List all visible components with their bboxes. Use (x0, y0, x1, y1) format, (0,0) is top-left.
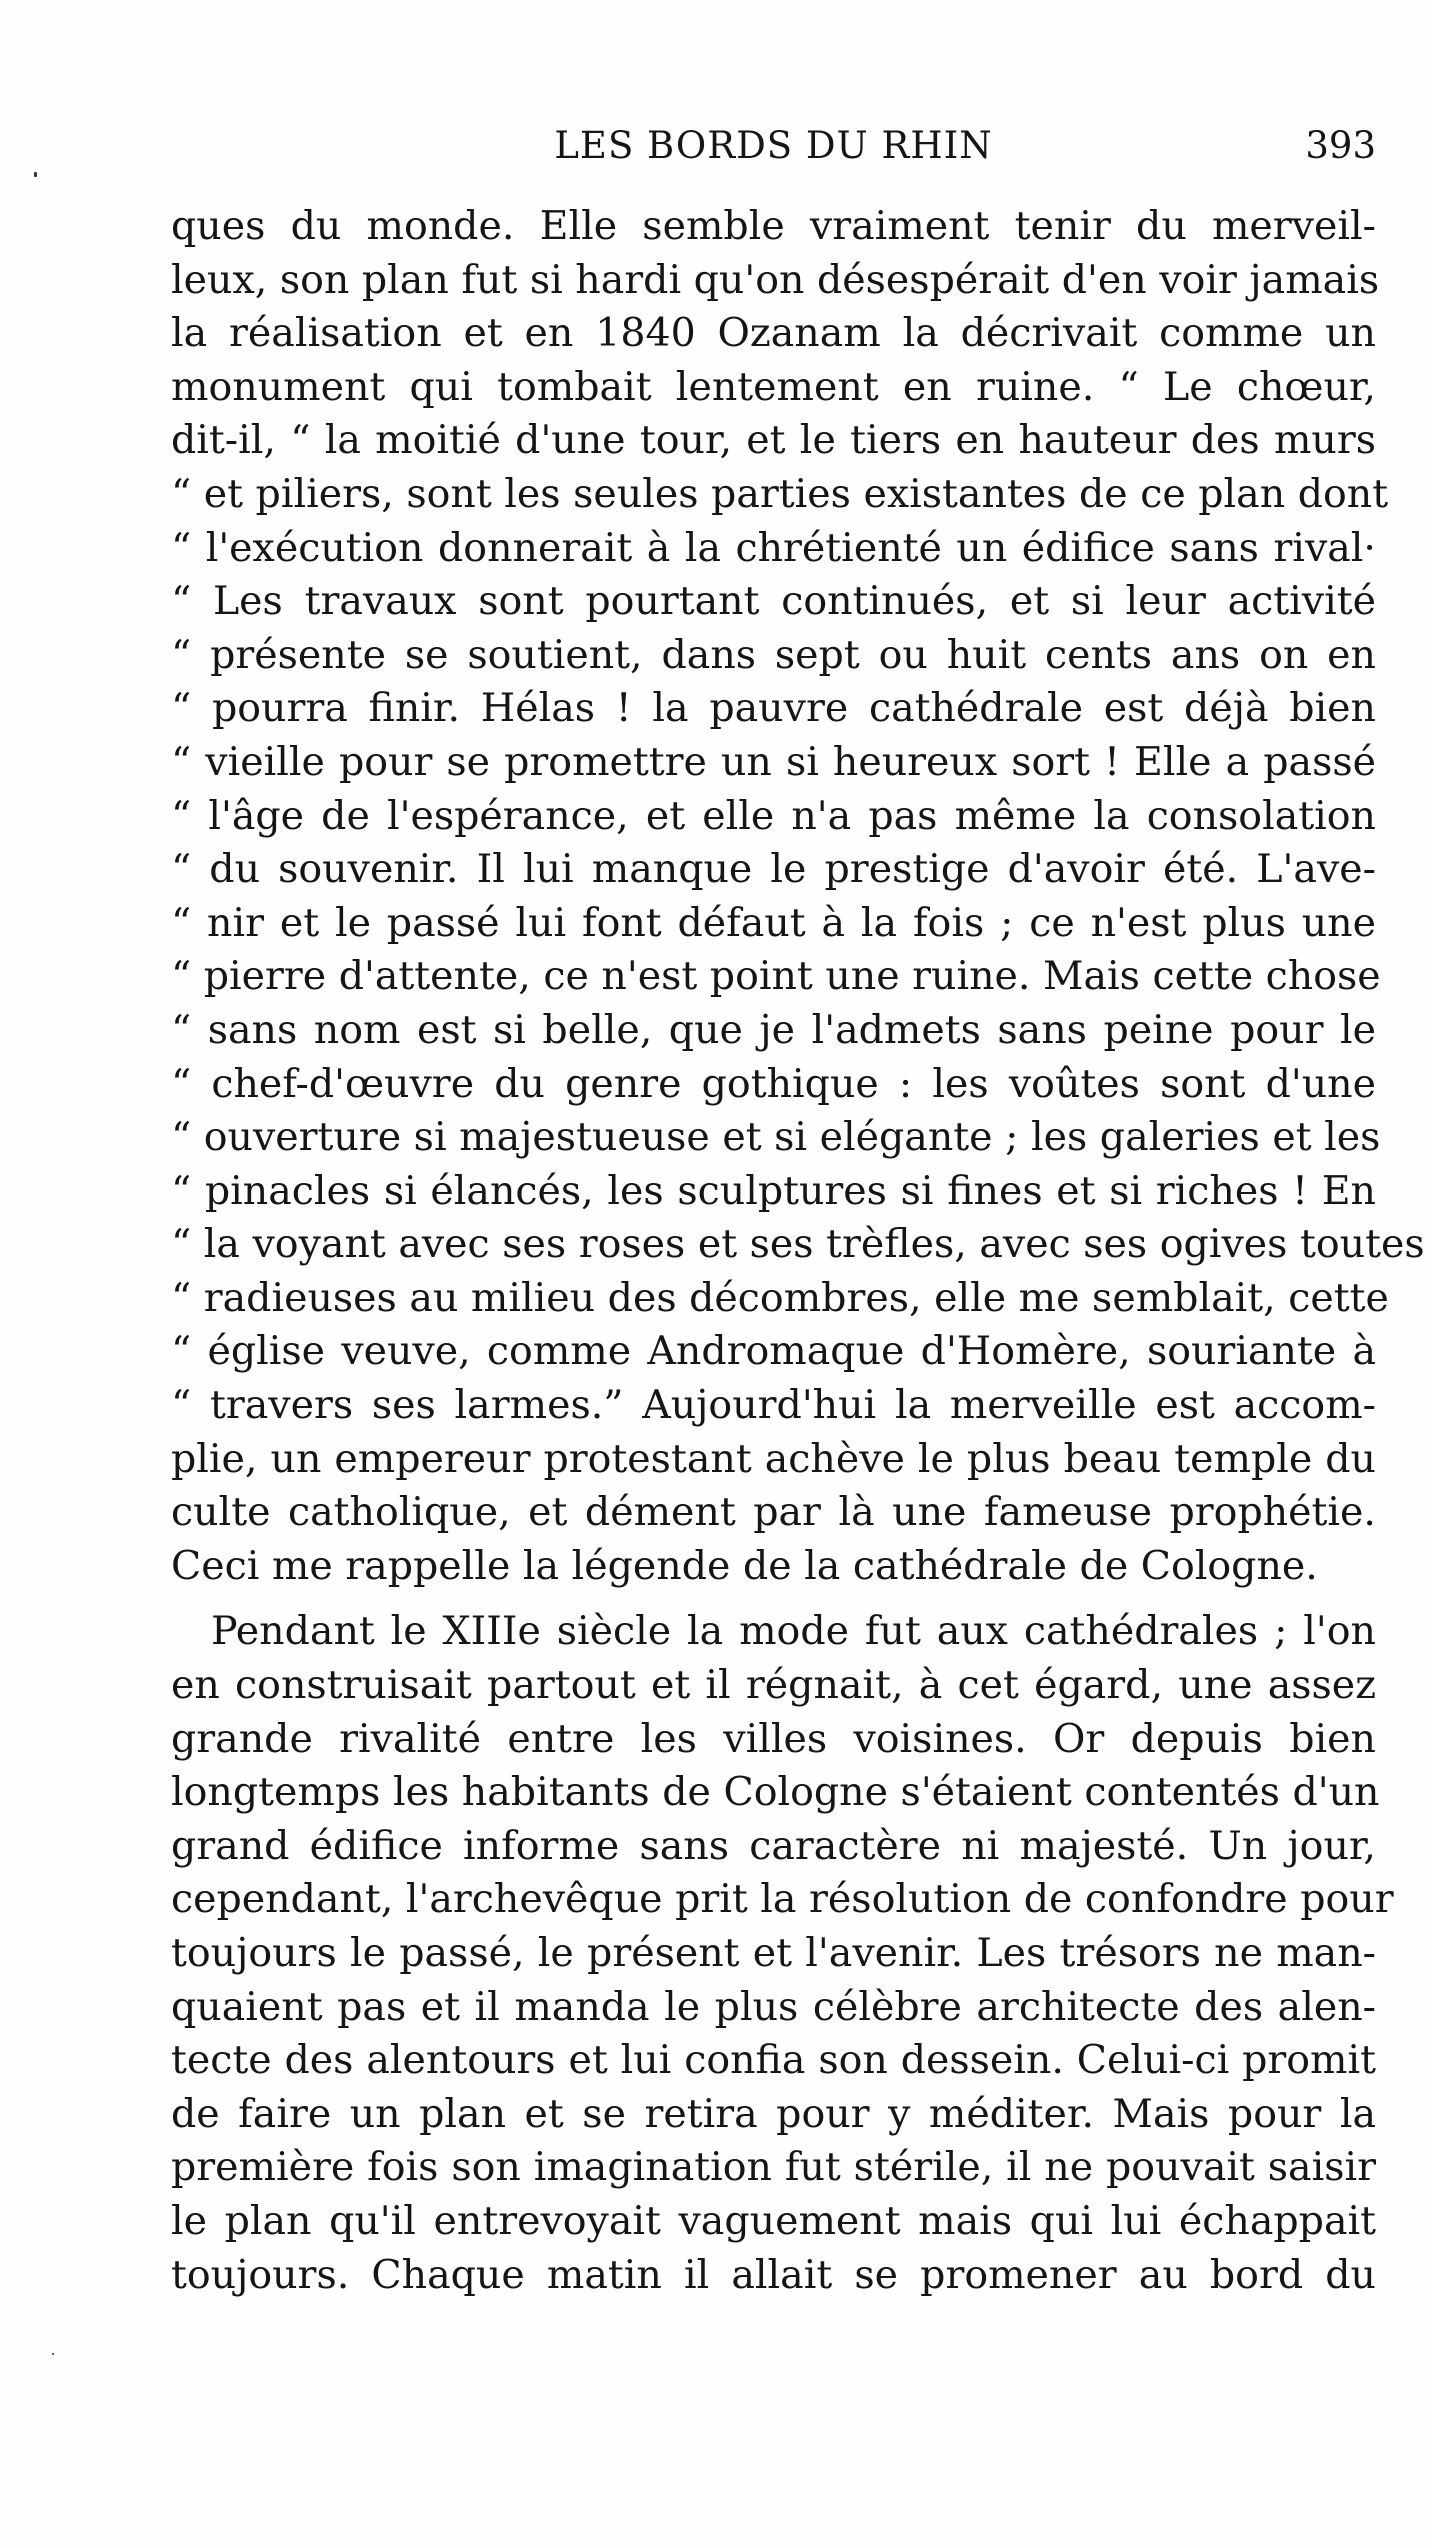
scan-speck (52, 2353, 54, 2355)
text-line: “ radieuses au milieu des décombres, elle me semblait, cette (171, 1274, 1389, 1321)
scan-speck (34, 172, 37, 177)
page-number: 393 (1305, 124, 1376, 167)
text-line: “ sans nom est si belle, que je l'admets sans peine pour le (171, 1006, 1376, 1053)
paragraph-2 (171, 1605, 1394, 2302)
text-line: “ nir et le passé lui font défaut à la fois ; ce n'est plus une (171, 899, 1376, 946)
text-line: de faire un plan et se retira pour y méditer. Mais pour la (171, 2090, 1376, 2137)
text-line: “ chef-d'œuvre du genre gothique : les voûtes sont d'une (171, 1060, 1376, 1107)
text-line: “ ouverture si majestueuse et si elégante ; les galeries et les (171, 1114, 1381, 1161)
text-line: première fois son imagination fut stérile, il ne pouvait saisir (171, 2144, 1376, 2191)
text-line: “ la voyant avec ses roses et ses trèfles, avec ses ogives toutes (171, 1221, 1425, 1268)
paragraph-1 (171, 200, 1425, 1593)
text-line: “ pourra finir. Hélas ! la pauvre cathédrale est déjà bien (171, 685, 1376, 732)
text-line: leux, son plan fut si hardi qu'on désespérait d'en voir jamais (171, 256, 1380, 303)
text-line: la réalisation et en 1840 Ozanam la décrivait comme un (171, 310, 1376, 357)
text-line: grande rivalité entre les villes voisines. Or depuis bien (171, 1715, 1376, 1762)
text-line: cependant, l'archevêque prit la résolution de confondre pour (171, 1876, 1394, 1923)
text-line: “ et piliers, sont les seules parties existantes de ce plan dont (171, 470, 1389, 517)
text-line: grand édifice informe sans caractère ni majesté. Un jour, (171, 1822, 1376, 1869)
text-line: plie, un empereur protestant achève le plus beau temple du (171, 1435, 1376, 1482)
text-line: “ Les travaux sont pourtant continués, et si leur activité (171, 578, 1376, 625)
text-line: monument qui tombait lentement en ruine. “ Le chœur, (171, 363, 1376, 410)
text-line: en construisait partout et il régnait, à cet égard, une assez (171, 1662, 1376, 1709)
text-line: Pendant le XIIIe siècle la mode fut aux cathédrales ; l'on (211, 1608, 1376, 1655)
text-line: “ du souvenir. Il lui manque le prestige d'avoir été. L'ave- (171, 846, 1376, 893)
text-line: le plan qu'il entrevoyait vaguement mais qui lui échappait (171, 2197, 1376, 2244)
text-line: quaient pas et il manda le plus célèbre architecte des alen- (171, 1983, 1376, 2030)
text-line: toujours le passé, le présent et l'avenir. Les trésors ne man- (171, 1930, 1376, 1976)
text-line: Ceci me rappelle la légende de la cathédrale de Cologne. (171, 1542, 1318, 1589)
body-text (171, 200, 1425, 2302)
paragraph-gap (171, 1593, 1376, 1605)
text-line: “ l'âge de l'espérance, et elle n'a pas même la consolation (171, 792, 1376, 839)
text-line: “ pinacles si élancés, les sculptures si fines et si riches ! En (171, 1167, 1376, 1214)
text-line: tecte des alentours et lui confia son dessein. Celui-ci promit (171, 2037, 1376, 2084)
text-line: ques du monde. Elle semble vraiment tenir du merveil- (171, 203, 1376, 249)
text-line: “ travers ses larmes.” Aujourd'hui la merveille est accom- (171, 1382, 1376, 1429)
running-title: LES BORDS DU RHIN (554, 124, 993, 167)
text-line: “ église veuve, comme Andromaque d'Homère, souriante à (171, 1328, 1376, 1375)
text-line: longtemps les habitants de Cologne s'étaient contentés d'un (171, 1769, 1380, 1816)
text-line: “ pierre d'attente, ce n'est point une ruine. Mais cette chose (171, 953, 1381, 1000)
page-header (171, 124, 1376, 174)
text-line: “ l'exécution donnerait à la chrétienté un édifice sans rival· (171, 524, 1376, 571)
text-line: toujours. Chaque matin il allait se promener au bord du (171, 2251, 1376, 2298)
text-line: “ présente se soutient, dans sept ou huit cents ans on en (171, 631, 1376, 678)
text-line: “ vieille pour se promettre un si heureux sort ! Elle a passé (171, 738, 1376, 785)
text-line: culte catholique, et dément par là une fameuse prophétie. (171, 1489, 1376, 1536)
text-line: dit-il, “ la moitié d'une tour, et le tiers en hauteur des murs (171, 417, 1376, 464)
